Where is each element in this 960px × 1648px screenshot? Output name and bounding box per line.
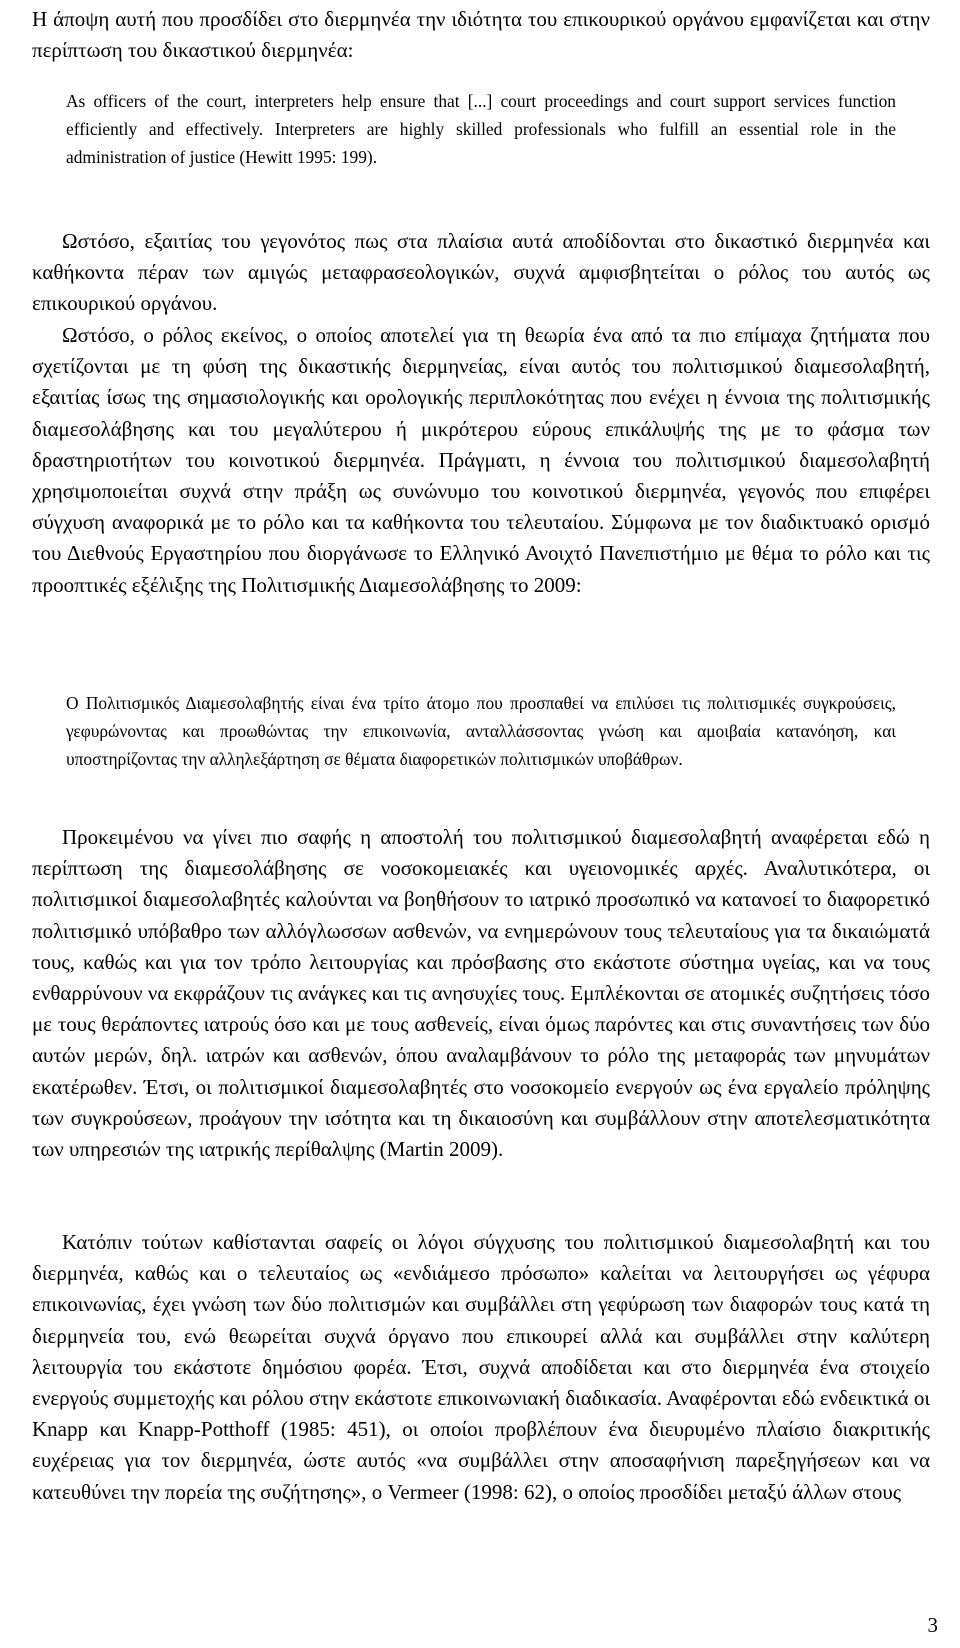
hewitt-quote: As officers of the court, interpreters help ensure that [...] court proceedings and court support services function efficiently and effectively. Interpreters are highly skilled professionals who fulfill an essential role in the administration of justice (Hewitt 1995: 199). — [66, 91, 896, 167]
intro-paragraph: Η άποψη αυτή που προσδίδει στο διερμηνέα την ιδιότητα του επικουρικού οργάνου εμφανίζεται και στην περίπτωση του δικαστικού διερμηνέα: — [32, 7, 930, 63]
paragraph-4: Κατόπιν τούτων καθίστανται σαφείς οι λόγοι σύγχυσης του πολιτισμικού διαμεσολαβητή και του διερμηνέα, καθώς και ο τελευταίος ως «ενδιάμεσο πρόσωπο» καλείται να λειτουργήσει ως γέφυρα επικοινωνίας, έχει γνώση των δύο πολιτισμών και συμβάλλει στη γεφύρωση των διαφορών τους κατά τη διερμηνεία του, ενώ θεωρείται συχνά όργανο που επικουρεί αλλά και συμβάλλει στην καλύτερη λειτουργία του εκάστοτε δημόσιου φορέα. Έτσι, συχνά αποδίδεται και στο διερμηνέα ένα στοιχείο ενεργούς συμμετοχής και ρόλου στην εκάστοτε επικοινωνιακή διαδικασία. Αναφέρονται εδώ ενδεικτικά οι Knapp και Knapp-Potthoff (1985: 451), οι οποίοι προβλέπουν ένα διευρυμένο πλαίσιο διακριτικής ευχέρειας για τον διερμηνέα, ώστε αυτός «να συμβάλλει στην αποσαφήνιση παρεξηγήσεων και να κατευθύνει την πορεία της συζήτησης», ο Vermeer (1998: 62), ο οποίος προσδίδει μεταξύ άλλων στους — [32, 1230, 930, 1504]
paragraph-3: Προκειμένου να γίνει πιο σαφής η αποστολή του πολιτισμικού διαμεσολαβητή αναφέρεται εδώ η περίπτωση της διαμεσολάβησης σε νοσοκομειακές και υγειονομικές αρχές. Αναλυτικότερα, οι πολιτισμικοί διαμεσολαβητές καλούνται να βοηθήσουν το ιατρικό προσωπικό να κατανοεί το διαφορετικό πολιτισμικό υπόβαθρο των αλλόγλωσσων ασθενών, να ενημερώνουν τους τελευταίους για τα δικαιώματά τους, καθώς και για τον τρόπο λειτουργίας και πρόσβασης στο εκάστοτε σύστημα υγείας, και να τους ενθαρρύνουν να εκφράζουν τις ανάγκες και τις ανησυχίες τους. Εμπλέκονται σε ατομικές συζητήσεις τόσο με τους θεράποντες ιατρούς όσο και με τους ασθενείς, είναι όμως παρόντες και στις συναντήσεις των δύο αυτών μερών, δηλ. ιατρών και ασθενών, όπου αναλαμβάνουν το ρόλο της μεταφοράς των μηνυμάτων εκατέρωθεν. Έτσι, οι πολιτισμικοί διαμεσολαβητές στο νοσοκομείο ενεργούν ως ένα εργαλείο πρόληψης των συγκρούσεων, προάγουν την ισότητα και τη δικαιοσύνη και συμβάλλουν στην αποτελεσματικότητα των υπηρεσιών της ιατρικής περίθαλψης (Martin 2009). — [32, 825, 930, 1162]
paragraph-2: Ωστόσο, ο ρόλος εκείνος, ο οποίος αποτελεί για τη θεωρία ένα από τα πιο επίμαχα ζητήματα που σχετίζονται με τη φύση της δικαστικής διερμηνείας, είναι αυτός του πολιτισμικού διαμεσολαβητή, εξαιτίας ίσως της σημασιολογικής και ορολογικής περιπλοκότητας που ενέχει η έννοια της πολιτισμικής διαμεσολάβησης και του μεγαλύτερου ή μικρότερου εύρους επικάλυψής της με το φάσμα των δραστηριοτήτων του κοινοτικού διερμηνέα. Πράγματι, η έννοια του πολιτισμικού διαμεσολαβητή χρησιμοποιείται συχνά στην πράξη ως συνώνυμο του κοινοτικού διερμηνέα, γεγονός που επιφέρει σύγχυση αναφορικά με το ρόλο και τα καθήκοντα του τελευταίου. Σύμφωνα με τον διαδικτυακό ορισμό του Διεθνούς Εργαστηρίου που διοργάνωσε το Ελληνικό Ανοιχτό Πανεπιστήμιο με θέμα το ρόλο και τις προοπτικές εξέλιξης της Πολιτισμικής Διαμεσολάβησης το 2009: — [32, 323, 930, 597]
definition-quote: Ο Πολιτισμικός Διαμεσολαβητής είναι ένα τρίτο άτομο που προσπαθεί να επιλύσει τις πολιτισμικές συγκρούσεις, γεφυρώνοντας και προωθώντας την επικοινωνία, ανταλλάσσοντας γνώση και αμοιβαία κατανόηση, και υποστηρίζοντας την αλληλεξάρτηση σε θέματα διαφορετικών πολιτισμικών υποβάθρων. — [66, 693, 896, 769]
paragraph-1: Ωστόσο, εξαιτίας του γεγονότος πως στα πλαίσια αυτά αποδίδονται στο δικαστικό διερμηνέα και καθήκοντα πέραν των αμιγώς μεταφρασεολογικών, συχνά αμφισβητείται ο ρόλος του αυτός ως επικουρικού οργάνου. — [32, 229, 930, 316]
page-number: 3 — [927, 1613, 938, 1637]
